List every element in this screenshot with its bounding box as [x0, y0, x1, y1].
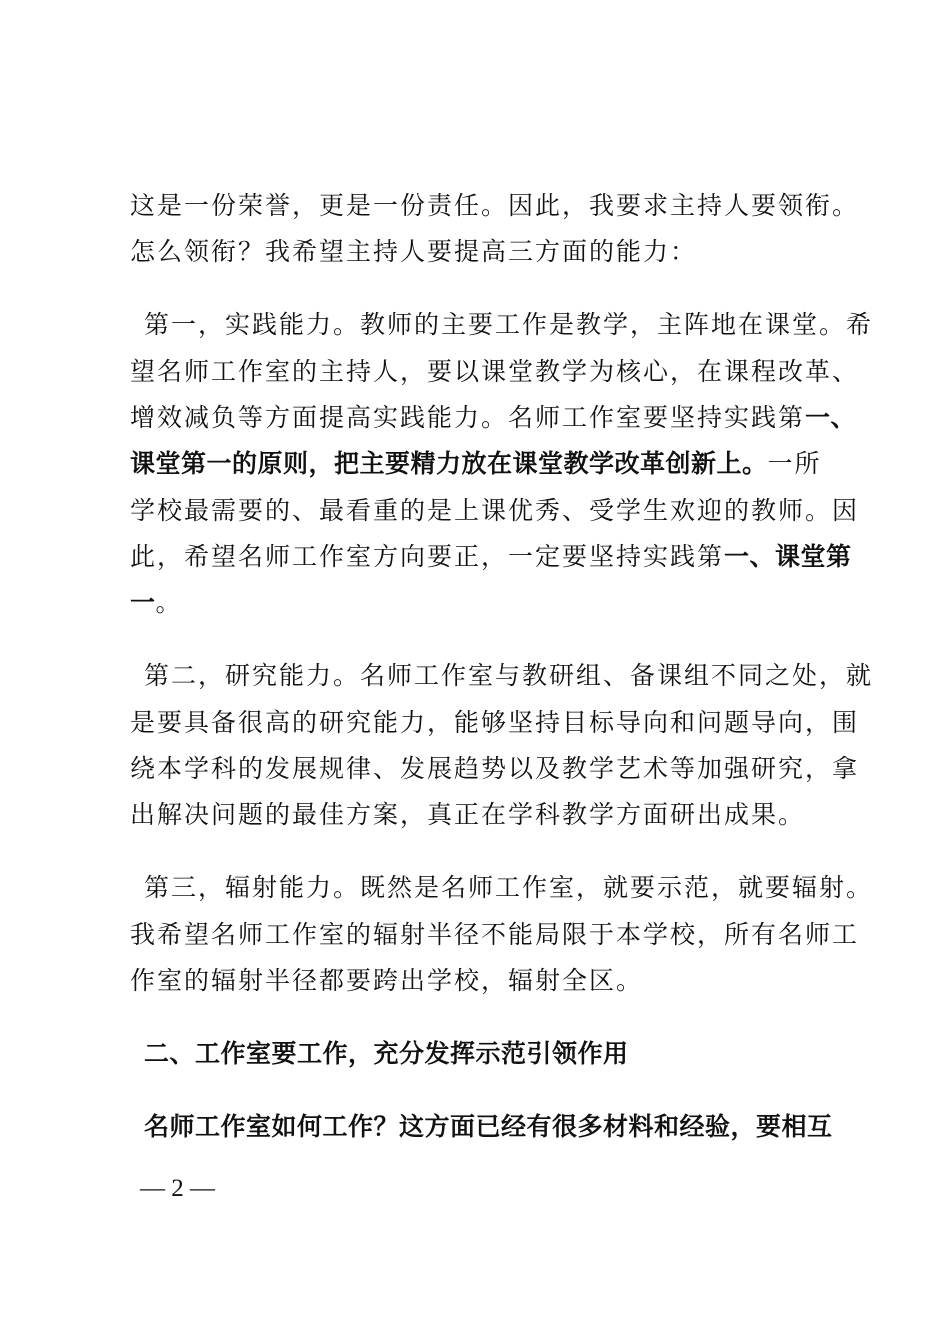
paragraph-2-line-3-bold: 一、 [805, 403, 857, 432]
paragraph-2-line-4-bold: 课堂第一的原则，把主要精力放在课堂教学改革创新上。 [130, 449, 768, 478]
paragraph-1-line-1: 这是一份荣誉，更是一份责任。因此，我要求主持人要领衔。 [130, 191, 860, 220]
paragraph-2-line-2: 望名师工作室的主持人，要以课堂教学为核心，在课程改革、 [130, 357, 860, 386]
page-number: — 2 — [140, 1175, 215, 1202]
paragraph-4-line-3: 作室的辐射半径都要跨出学校，辐射全区。 [130, 966, 644, 995]
paragraph-2-line-3-normal: 增效减负等方面提高实践能力。名师工作室要坚持实践第 [130, 403, 806, 432]
paragraph-4-line-1: 第三，辐射能力。既然是名师工作室，就要示范，就要辐射。 [144, 873, 874, 902]
paragraph-2-line-6-normal: 此，希望名师工作室方向要正，一定要坚持实践第 [130, 542, 725, 571]
paragraph-5-line-1: 名师工作室如何工作？这方面已经有很多材料和经验，要相互 [144, 1112, 833, 1141]
paragraph-2-line-6-bold: 一、课堂第 [724, 542, 852, 571]
paragraph-2-line-1: 第一，实践能力。教师的主要工作是教学，主阵地在课堂。希 [144, 310, 874, 339]
paragraph-3-line-3: 绕本学科的发展规律、发展趋势以及教学艺术等加强研究，拿 [130, 754, 860, 783]
paragraph-2-line-7-bold: 一 [130, 588, 156, 617]
paragraph-2-line-4-normal: 一所 [767, 449, 822, 478]
paragraph-3-line-2: 是要具备很高的研究能力，能够坚持目标导向和问题导向，围 [130, 708, 860, 737]
paragraph-2-line-3 [130, 401, 856, 435]
paragraph-2-line-6 [130, 540, 852, 574]
paragraph-2-line-7 [130, 586, 183, 620]
paragraph-2-line-7-normal: 。 [155, 588, 183, 617]
paragraph-3-line-1: 第二，研究能力。名师工作室与教研组、备课组不同之处，就 [144, 661, 874, 690]
paragraph-1-line-2: 怎么领衔？我希望主持人要提高三方面的能力： [130, 237, 698, 266]
section-heading: 二、工作室要工作，充分发挥示范引领作用 [144, 1039, 629, 1068]
paragraph-2-line-5: 学校最需要的、最看重的是上课优秀、受学生欢迎的教师。因 [130, 496, 860, 525]
paragraph-4-line-2: 我希望名师工作室的辐射半径不能局限于本学校，所有名师工 [130, 920, 860, 949]
paragraph-2-line-4 [130, 447, 822, 481]
paragraph-3-line-4: 出解决问题的最佳方案，真正在学科教学方面研出成果。 [130, 800, 806, 829]
